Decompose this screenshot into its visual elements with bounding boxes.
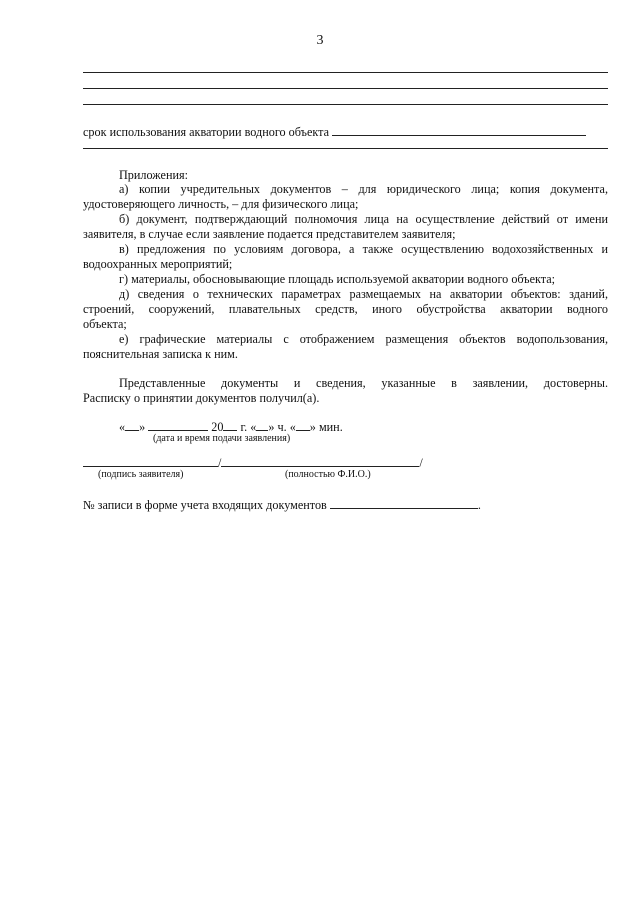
hours-field[interactable] [256,418,268,431]
statement-line2: Расписку о принятии документов получил(а). [83,391,320,405]
day-field[interactable] [125,418,139,431]
page-number: 3 [316,33,324,48]
hours-suffix: » ч. « [268,420,296,434]
year-prefix: 20 [211,420,224,434]
record-number-row [83,496,481,513]
water-area-term-label: срок использования акватории водного объекта [83,125,330,139]
signature-slash-2: / [419,456,423,470]
signature-caption: (подпись заявителя) [98,469,184,480]
blank-line-4[interactable] [83,148,608,149]
blank-line-2[interactable] [83,88,608,89]
attachment-e-line1: д) сведения о технических параметрах размещаемых на акватории объектов: зданий, [119,287,608,301]
attachment-c-line2: водоохранных мероприятий; [83,257,233,271]
blank-line-1[interactable] [83,72,608,73]
date-time-caption: (дата и время подачи заявления) [153,433,291,444]
statement-line1: Представленные документы и сведения, указанные в заявлении, достоверны. [119,376,608,390]
attachments-heading: Приложения: [119,168,188,182]
attachment-d-line1: г) материалы, обосновывающие площадь используемой акватории водного объекта; [119,272,556,286]
close-quote: » [139,420,146,434]
record-number-period: . [477,498,481,512]
attachment-e-line2: строений, сооружений, плавательных средств, иного обустройства акватории водного [83,302,608,316]
signature-slash-1: / [218,456,222,470]
year-field[interactable] [223,418,237,431]
attachment-f-line2: пояснительная записка к ним. [83,347,238,361]
attachment-e-line3: объекта; [83,317,127,331]
attachment-a-line2: удостоверяющего личность, – для физического лица; [83,197,359,211]
signature-field[interactable] [83,454,218,467]
blank-line-3[interactable] [83,104,608,105]
water-area-term-field[interactable] [332,123,586,136]
minutes-suffix: » мин. [309,420,343,434]
full-name-caption: (полностью Ф.И.О.) [285,469,371,480]
attachment-c-line1: в) предложения по условиям договора, а также осуществлению водохозяйственных и [119,242,608,256]
open-quote: « [119,420,126,434]
record-number-field[interactable] [330,496,478,509]
attachment-a-line1: а) копии учредительных документов – для юридического лица; копия документа, [119,182,608,196]
month-field[interactable] [148,418,208,431]
minutes-field[interactable] [296,418,310,431]
attachment-b-line2: заявителя, в случае если заявление подается представителем заявителя; [83,227,456,241]
year-suffix: г. « [240,420,257,434]
attachment-b-line1: б) документ, подтверждающий полномочия лица на осуществление действий от имени [119,212,608,226]
record-number-label: № записи в форме учета входящих документов [83,498,327,512]
water-area-term-row [83,123,586,140]
attachment-f-line1: е) графические материалы с отображением размещения объектов водопользования, [119,332,608,346]
full-name-field[interactable] [221,454,419,467]
